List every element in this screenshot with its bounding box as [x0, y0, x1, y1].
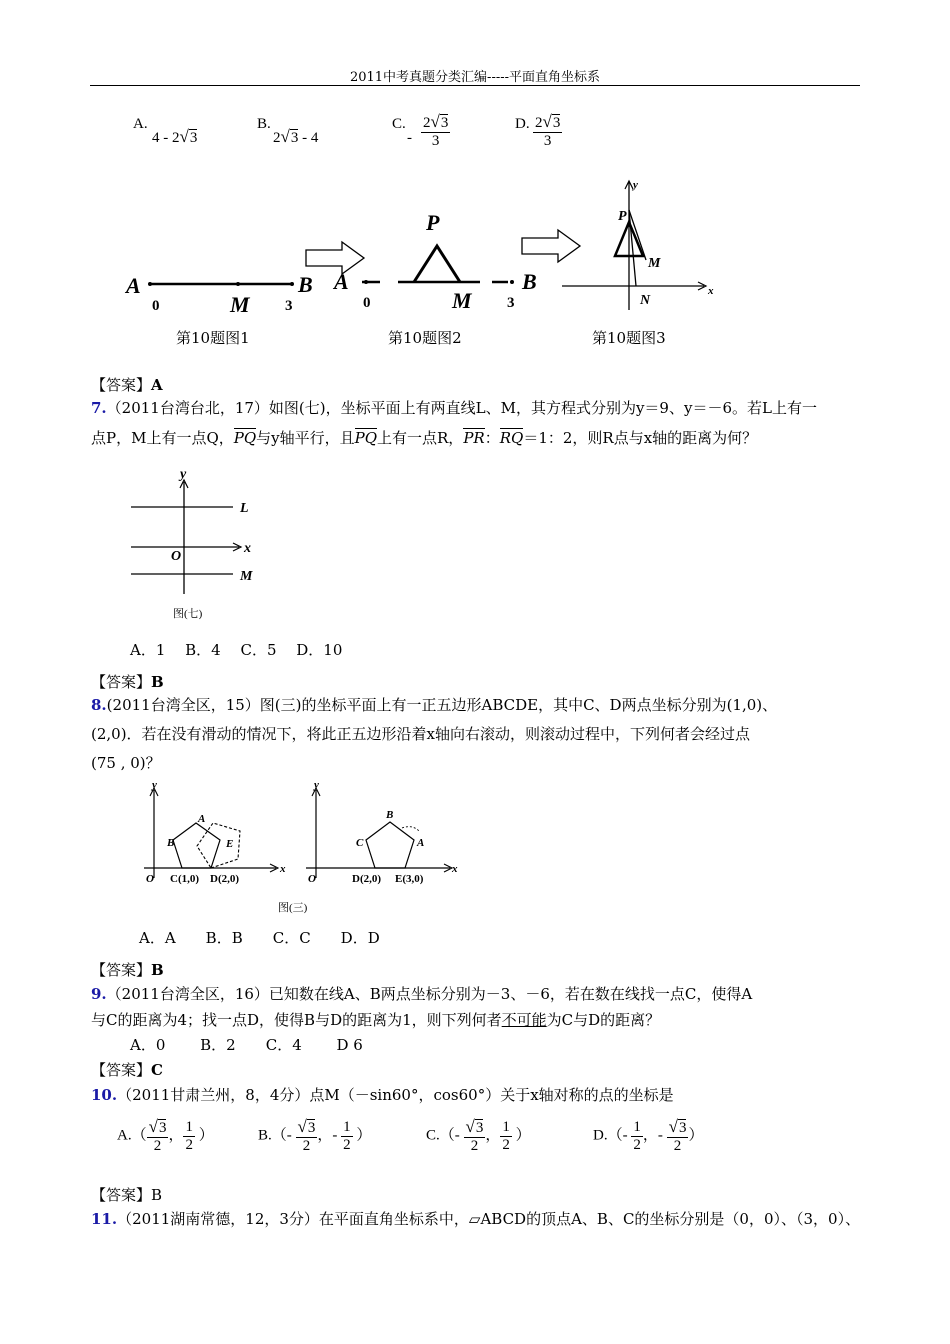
fig8-left-label-a: A — [198, 813, 206, 825]
fig10-2-label-a: A — [334, 269, 349, 294]
fig10-2-label-0: 0 — [363, 295, 371, 311]
fig7-label-l: L — [240, 501, 249, 516]
fig10-arrow-2 — [522, 230, 580, 262]
q8-line-2: (2,0)．若在没有滑动的情况下，将此正五边形沿着x轴向右滚动，则滚动过程中，下列何者会经过点 — [91, 725, 751, 743]
fig10-2-label-m: M — [452, 288, 472, 313]
q6-option-d-frac: $\frac{2√3}{3}$ — [535, 112, 561, 149]
q8-line-3: (75 , 0)？ — [91, 754, 161, 772]
q6-option-c: C. — [392, 116, 406, 132]
q6-option-d: D. — [515, 116, 530, 132]
fig10-3-label-x: x — [708, 285, 714, 297]
fig8-left-pentagon — [173, 823, 220, 868]
fig8-right-label-y: y — [314, 779, 319, 791]
q6-option-c-frac: $\frac{2√3}{3}$ — [423, 112, 449, 149]
fig8-right-label-a: A — [417, 837, 425, 849]
fig10-3-label-p: P — [618, 209, 627, 224]
fig8-left-label-y: y — [152, 779, 157, 791]
q6-option-b: B. — [257, 116, 271, 132]
q10-option-d: D.（- $\frac{1}{2}$ ，- $\frac{√3}{2}$ ） — [593, 1117, 704, 1154]
q6-option-a-expr: 4 - 2√3 — [152, 127, 198, 146]
q10-option-c: C.（- $\frac{√3}{2}$ ， $\frac{1}{2}$ ） — [426, 1117, 531, 1154]
fig8-right-label-b: B — [386, 809, 394, 821]
fig8-right-roll-arrow — [402, 827, 420, 832]
fig10-2-label-b: B — [522, 269, 537, 294]
q6-option-c-sign: - — [407, 130, 412, 146]
answer-q6: 【答案】A — [91, 376, 163, 394]
fig7-label-y: y — [180, 467, 187, 482]
fig10-1-label-0: 0 — [152, 298, 160, 314]
fig10-1-label-a: A — [126, 273, 141, 298]
fig7-label-o: O — [171, 549, 182, 564]
q6-option-a: A. — [133, 116, 148, 132]
q9-line-2: 与C的距离为4；找一点D，使得B与D的距离为1，则下列何者不可能为C与D的距离？ — [91, 1011, 661, 1029]
q10-option-a: A.（ $\frac{√3}{2}$ ， $\frac{1}{2}$ ） — [117, 1117, 214, 1154]
fig7-label-m: M — [240, 569, 253, 584]
fig8-right-label-x: x — [452, 863, 458, 875]
fig7-caption: 图(七) — [173, 608, 203, 620]
figure-7 — [125, 462, 275, 632]
fig8-right-label-d: D(2,0) — [352, 873, 382, 885]
fig10-2-label-3: 3 — [507, 295, 515, 311]
q8-line-1: 8.(2011台湾全区，15）图(三)的坐标平面上有一正五边形ABCDE，其中C、D两点坐标分别为(1,0)、 — [91, 696, 778, 714]
q9-options: A．0 B．2 C．4 D 6 — [130, 1036, 363, 1054]
q7-options: A．1 B．4 C．5 D．10 — [130, 641, 343, 659]
fig7-label-x: x — [244, 541, 251, 556]
fig10-caption-1: 第10题图1 — [176, 329, 250, 347]
fig10-caption-3: 第10题图3 — [592, 329, 666, 347]
fig10-1-point-m — [236, 282, 240, 286]
fig10-2-point-b — [510, 280, 514, 284]
fig8-left-label-c: C(1,0) — [170, 873, 200, 885]
fig8-left-label-d: D(2,0) — [210, 873, 240, 885]
fig10-3-label-m: M — [648, 256, 661, 271]
answer-q9: 【答案】C — [91, 1061, 163, 1079]
header-rule — [90, 85, 860, 86]
fig10-1-point-a — [148, 282, 152, 286]
fig8-left-label-b: B — [167, 837, 175, 849]
q6-option-b-expr: 2√3 - 4 — [273, 127, 319, 146]
fig8-right-pentagon — [366, 822, 414, 868]
fig8-left-label-o: O — [146, 873, 154, 885]
fig10-1-label-b: B — [298, 272, 313, 297]
q7-line-2: 点P，M上有一点Q，PQ与y轴平行，且PQ上有一点R，PR：RQ＝1：2，则R点与x轴的距离为何？ — [91, 429, 758, 447]
fig8-right-label-e: E(3,0) — [395, 873, 424, 885]
answer-q10: 【答案】B — [91, 1186, 163, 1204]
q7-line-1: 7.（2011台湾台北，17）如图(七)，坐标平面上有两直线L、M，其方程式分别为y＝9、y＝－6。若L上有一 — [91, 399, 817, 417]
fig10-3-label-y: y — [633, 179, 638, 191]
fig8-right-label-c: C — [356, 837, 364, 849]
fig8-caption: 图(三) — [278, 902, 308, 914]
figure-8 — [130, 778, 460, 918]
fig10-1-label-m: M — [230, 292, 250, 317]
q10-line-1: 10.（2011甘肃兰州，8，4分）点M（－sin60°，cos60°）关于x轴对称的点的坐标是 — [91, 1086, 674, 1104]
q10-option-b: B.（- $\frac{√3}{2}$ ，- $\frac{1}{2}$ ） — [258, 1117, 372, 1154]
answer-q7: 【答案】B — [91, 673, 164, 691]
fig8-left-label-e: E — [226, 838, 234, 850]
fig10-2-label-p: P — [426, 210, 440, 235]
q9-line-1: 9.（2011台湾全区，16）已知数在线A、B两点坐标分别为－3、－6，若在数在线找一点C，使得A — [91, 985, 753, 1003]
fig10-1-label-3: 3 — [285, 298, 293, 314]
figure-10 — [110, 170, 730, 320]
fig8-left-label-x: x — [280, 863, 286, 875]
page-header: 2011中考真题分类汇编-----平面直角坐标系 — [349, 70, 601, 85]
fig10-1-point-b — [290, 282, 294, 286]
answer-q8: 【答案】B — [91, 961, 164, 979]
fig10-caption-2: 第10题图2 — [388, 329, 462, 347]
fig10-2-triangle — [414, 246, 460, 282]
q11-line-1: 11.（2011湖南常德，12，3分）在平面直角坐标系中，▱ABCD的顶点A、B、C的坐标分别是（0，0）、（3，0）、 — [91, 1210, 861, 1228]
q8-options: A．A B．B C．C D．D — [139, 929, 380, 947]
fig10-2-point-a — [364, 280, 368, 284]
fig8-right-label-o: O — [308, 873, 316, 885]
fig10-3-label-n: N — [640, 293, 651, 308]
